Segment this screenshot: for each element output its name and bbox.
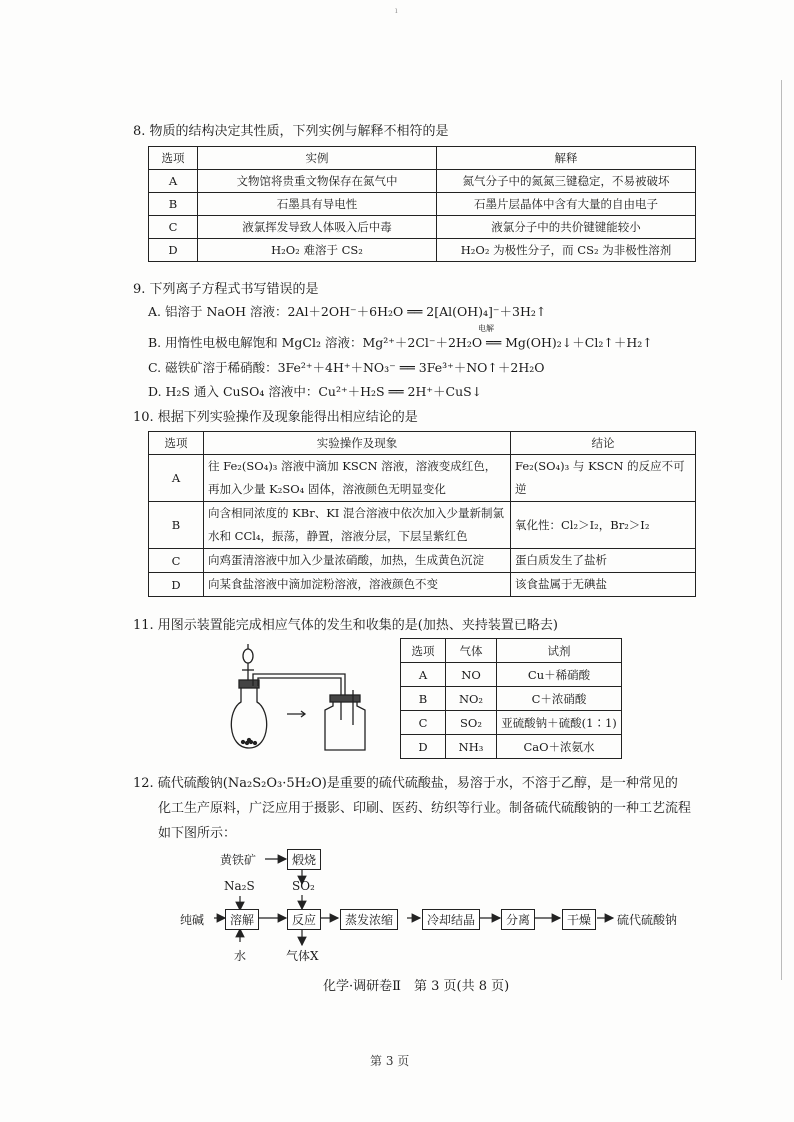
cell: B [401,687,446,711]
q10-table [148,431,696,597]
collection-bottle [325,702,365,750]
table-header-row [149,432,696,455]
cell: 氮气分子中的氮氮三键稳定，不易被破坏 [437,170,696,193]
cell: 石墨具有导电性 [198,193,437,216]
cell: C＋浓硝酸 [497,687,622,711]
col-header: 选项 [401,639,446,663]
table-row [401,735,622,759]
flow-box-dissolve: 溶解 [225,909,259,930]
cell: CaO＋浓氨水 [497,735,622,759]
cell: 向含相同浓度的 KBr、KI 混合溶液中依次加入少量新制氯水和 CCl₄，振荡，静置，溶液分层，下层呈紫红色 [204,502,511,549]
cell: NO [446,663,497,687]
cell: 石墨片层晶体中含有大量的自由电子 [437,193,696,216]
table-row [149,502,696,549]
q10-stem: 10. 根据下列实验操作及现象能得出相应结论的是 [133,410,418,425]
col-header: 实例 [198,147,437,170]
top-mark: ı [395,6,398,15]
cell: 向某食盐溶液中滴加淀粉溶液，溶液颜色不变 [204,573,511,597]
cell: C [401,711,446,735]
cell: 向鸡蛋清溶液中加入少量浓硝酸，加热，生成黄色沉淀 [204,549,511,573]
q9-option-a: A. 铝溶于 NaOH 溶液：2Al＋2OH⁻＋6H₂O ══ 2[Al(OH)₄]⁻＋3H₂↑ [148,304,547,319]
cell: 蛋白质发生了盐析 [511,549,696,573]
table-row [149,193,696,216]
electrolysis-label: 电解 [478,324,494,333]
table-row [149,549,696,573]
cell: 液氯挥发导致人体吸入后中毒 [198,216,437,239]
q9-stem: 9. 下列离子方程式书写错误的是 [133,282,319,297]
table-row [149,239,696,262]
funnel-bulb [243,649,253,663]
table-row [401,711,622,735]
flow-water: 水 [234,949,247,963]
cell: B [149,502,204,549]
scan-edge-line [781,80,782,980]
cell: H₂O₂ 难溶于 CS₂ [198,239,437,262]
col-header: 实验操作及现象 [204,432,511,455]
flow-soda: 纯碱 [180,913,205,927]
table-row [401,687,622,711]
table-row [149,170,696,193]
col-header: 试剂 [497,639,622,663]
cell: 氧化性：Cl₂＞I₂，Br₂＞I₂ [511,502,696,549]
col-header: 选项 [149,432,204,455]
flow-box-evaporate: 蒸发浓缩 [340,909,398,930]
cell: A [149,170,198,193]
cell: H₂O₂ 为极性分子，而 CS₂ 为非极性溶剂 [437,239,696,262]
cell: Cu＋稀硝酸 [497,663,622,687]
flow-product: 硫代硫酸钠 [617,913,678,927]
cell: 往 Fe₂(SO₄)₃ 溶液中滴加 KSCN 溶液，溶液变成红色，再加入少量 K₂SO₄ 固体，溶液颜色无明显变化 [204,455,511,502]
col-header: 结论 [511,432,696,455]
cell: 该食盐属于无碘盐 [511,573,696,597]
cell: NO₂ [446,687,497,711]
table-header-row [149,147,696,170]
cell: 亚硫酸钠＋硫酸(1∶1) [497,711,622,735]
flow-na2s: Na₂S [224,879,255,893]
flow-box-calcine: 煅烧 [287,849,321,870]
flow-box-cool: 冷却结晶 [422,909,480,930]
gas-apparatus-diagram [225,640,385,755]
cell: A [149,455,204,502]
q11-table [400,638,622,759]
col-header: 气体 [446,639,497,663]
cell: C [149,549,204,573]
flow-pyrite: 黄铁矿 [220,853,257,867]
table-row [149,216,696,239]
flow-box-separate: 分离 [501,909,535,930]
q9-option-c: C. 磁铁矿溶于稀硝酸：3Fe²⁺＋4H⁺＋NO₃⁻ ══ 3Fe³⁺＋NO↑＋2H₂O [148,360,545,375]
cell: D [149,239,198,262]
table-row [149,573,696,597]
q12-line2: 化工生产原料，广泛应用于摄影、印刷、医药、纺织等行业。制备硫代硫酸钠的一种工艺流程 [158,801,692,816]
col-header: 选项 [149,147,198,170]
cell: 液氯分子中的共价键键能较小 [437,216,696,239]
q9-option-b: B. 用惰性电极电解饱和 MgCl₂ 溶液：Mg²⁺＋2Cl⁻＋2H₂O ══ Mg(OH)₂↓＋Cl₂↑＋H₂↑ [148,335,653,350]
cell: D [401,735,446,759]
q8-table [148,146,696,262]
table-row [401,663,622,687]
page-footer: 化学·调研卷Ⅱ 第 3 页(共 8 页) [323,979,510,994]
cell: SO₂ [446,711,497,735]
page-number: 第 3 页 [370,1054,410,1068]
table-row [149,455,696,502]
flow-box-dry: 干燥 [562,909,596,930]
q8-stem: 8. 物质的结构决定其性质，下列实例与解释不相符的是 [133,124,449,139]
flow-box-react: 反应 [287,909,321,930]
cell: NH₃ [446,735,497,759]
q11-stem: 11. 用图示装置能完成相应气体的发生和收集的是(加热、夹持装置已略去) [133,618,558,633]
cell: D [149,573,204,597]
cell: A [401,663,446,687]
q12-line1: 12. 硫代硫酸钠(Na₂S₂O₃·5H₂O)是重要的硫代硫酸盐，易溶于水，不溶于乙醇，是一种常见的 [133,776,678,791]
q12-line3: 如下图所示： [158,826,237,841]
table-header-row [401,639,622,663]
cell: C [149,216,198,239]
cell: B [149,193,198,216]
q9-option-d: D. H₂S 通入 CuSO₄ 溶液中：Cu²⁺＋H₂S ══ 2H⁺＋CuS↓ [148,384,483,399]
cell: 文物馆将贵重文物保存在氮气中 [198,170,437,193]
cell: Fe₂(SO₄)₃ 与 KSCN 的反应不可逆 [511,455,696,502]
flow-so2: SO₂ [292,879,315,893]
col-header: 解释 [437,147,696,170]
flow-gas-x: 气体X [286,949,319,963]
